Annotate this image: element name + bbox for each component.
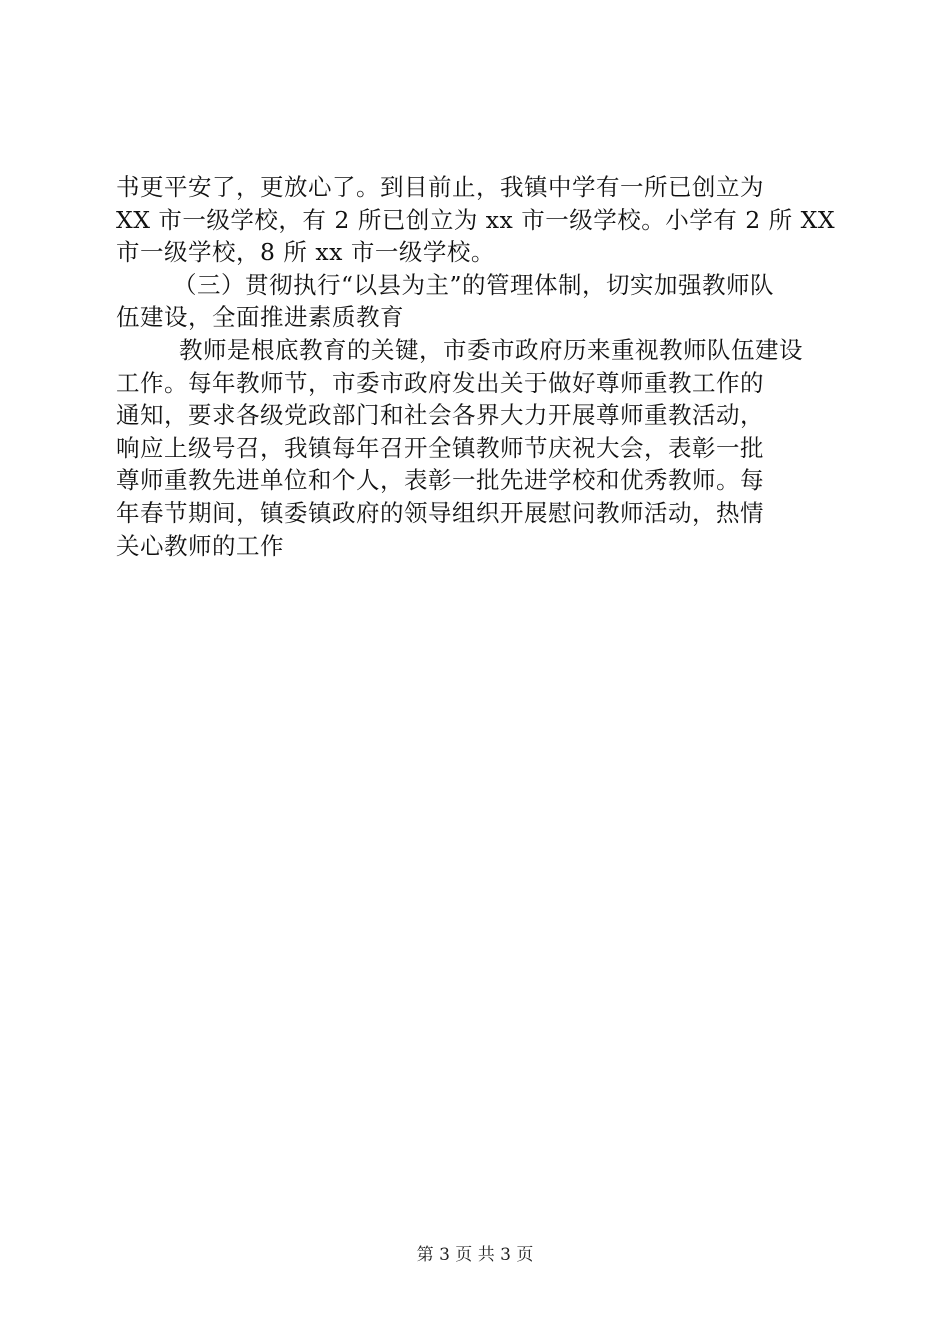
text-line: 响应上级号召，我镇每年召开全镇教师节庆祝大会，表彰一批	[116, 433, 764, 462]
text-line: 尊师重教先进单位和个人，表彰一批先进学校和优秀教师。每	[116, 466, 764, 495]
text-line: 关心教师的工作	[116, 531, 284, 560]
section-heading-line: （三）贯彻执行“以县为主”的管理体制，切实加强教师队	[173, 270, 775, 299]
text-line: 教师是根底教育的关键，市委市政府历来重视教师队伍建设	[179, 335, 803, 364]
text-line: 书更平安了，更放心了。到目前止，我镇中学有一所已创立为	[116, 173, 764, 201]
text-line: XX 市一级学校，有 2 所已创立为 xx 市一级学校。小学有 2 所 XX	[116, 205, 836, 234]
body-text	[116, 171, 838, 562]
text-line: 通知，要求各级党政部门和社会各界大力开展尊师重教活动，	[116, 401, 764, 430]
text-line: 市一级学校，8 所 xx 市一级学校。	[116, 238, 495, 267]
section-heading-line: 伍建设，全面推进素质教育	[116, 303, 404, 332]
page-number-footer: 第 3 页 共 3 页	[416, 1245, 534, 1265]
text-line: 工作。每年教师节，市委市政府发出关于做好尊师重教工作的	[116, 368, 764, 397]
text-line: 年春节期间，镇委镇政府的领导组织开展慰问教师活动，热情	[116, 498, 764, 527]
